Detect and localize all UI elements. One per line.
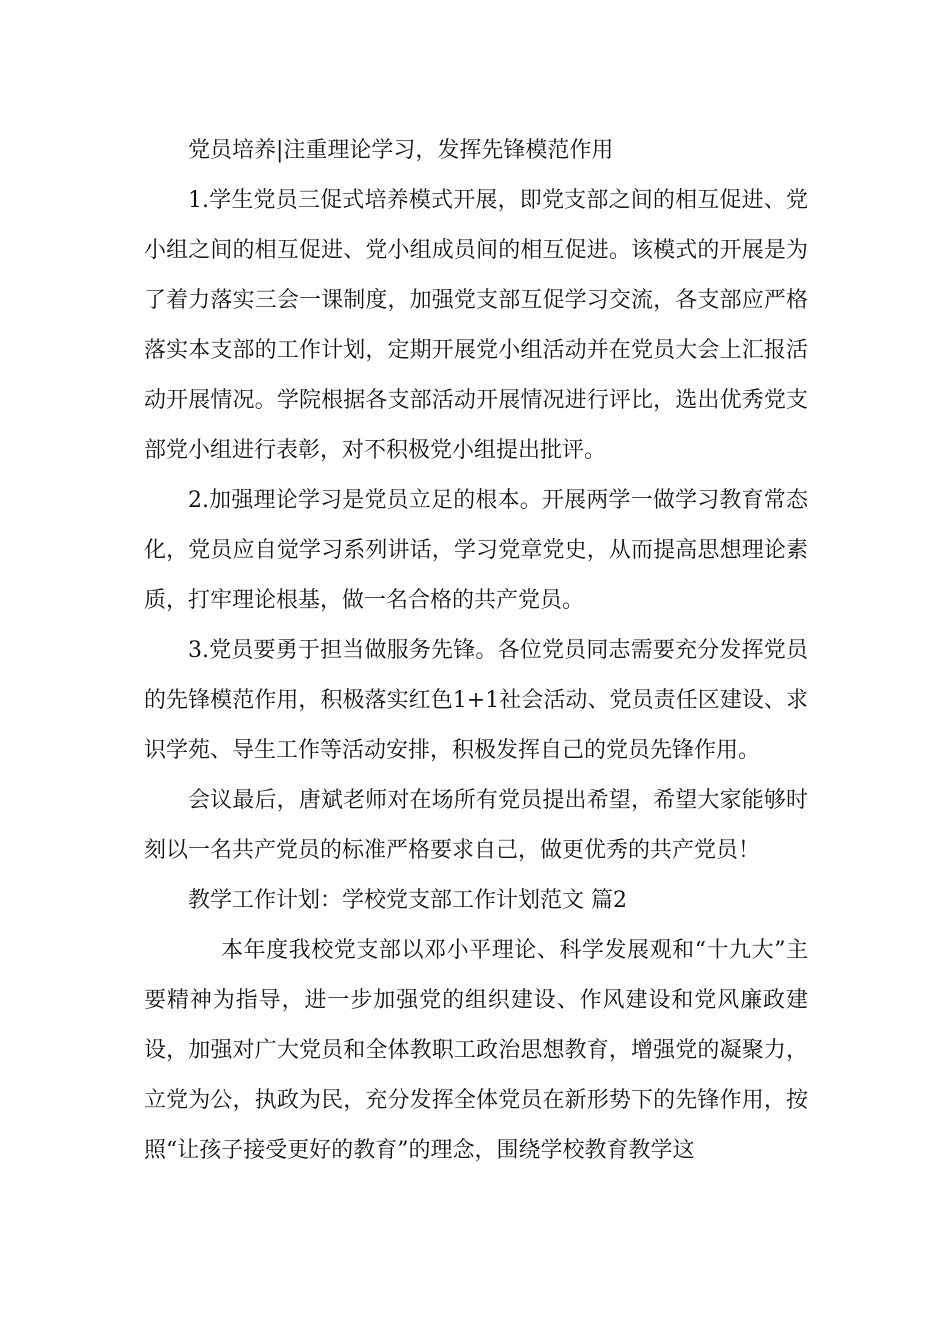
section-heading: 党员培养|注重理论学习，发挥先锋模范作用 — [188, 138, 614, 163]
article-title: 教学工作计划：学校党支部工作计划范文 篇2 — [188, 888, 627, 913]
paragraph-4: 会议最后，唐斌老师对在场所有党员提出希望，希望大家能够时刻以一名共产党员的标准严格要求自己，做更优秀的共产党员！ — [144, 788, 808, 863]
paragraph-1: 1.学生党员三促式培养模式开展，即党支部之间的相互促进、党小组之间的相互促进、党小组成员间的相互促进。该模式的开展是为了着力落实三会一课制度，加强党支部互促学习交流，各支部应严格落实本支部的工作计划，定期开展党小组活动并在党员大会上汇报活动开展情况。学院根据各支部活动开展情况进行评比，选出优秀党支部党小组进行表彰，对不积极党小组提出批评。 — [144, 188, 808, 463]
document-body — [144, 126, 808, 1176]
paragraph-3: 3.党员要勇于担当做服务先锋。各位党员同志需要充分发挥党员的先锋模范作用，积极落实红色1+1社会活动、党员责任区建设、求识学苑、导生工作等活动安排，积极发挥自己的党员先锋作用。 — [144, 638, 808, 763]
article-body: 本年度我校党支部以邓小平理论、科学发展观和“十九大”主要精神为指导，进一步加强党的组织建设、作风建设和党风廉政建设，加强对广大党员和全体教职工政治思想教育，增强党的凝聚力，立党为公，执政为民，充分发挥全体党员在新形势下的先锋作用，按照“让孩子接受更好的教育”的理念，围绕学校教育教学这 — [144, 938, 808, 1163]
paragraph-2: 2.加强理论学习是党员立足的根本。开展两学一做学习教育常态化，党员应自觉学习系列讲话，学习党章党史，从而提高思想理论素质，打牢理论根基，做一名合格的共产党员。 — [144, 488, 808, 613]
